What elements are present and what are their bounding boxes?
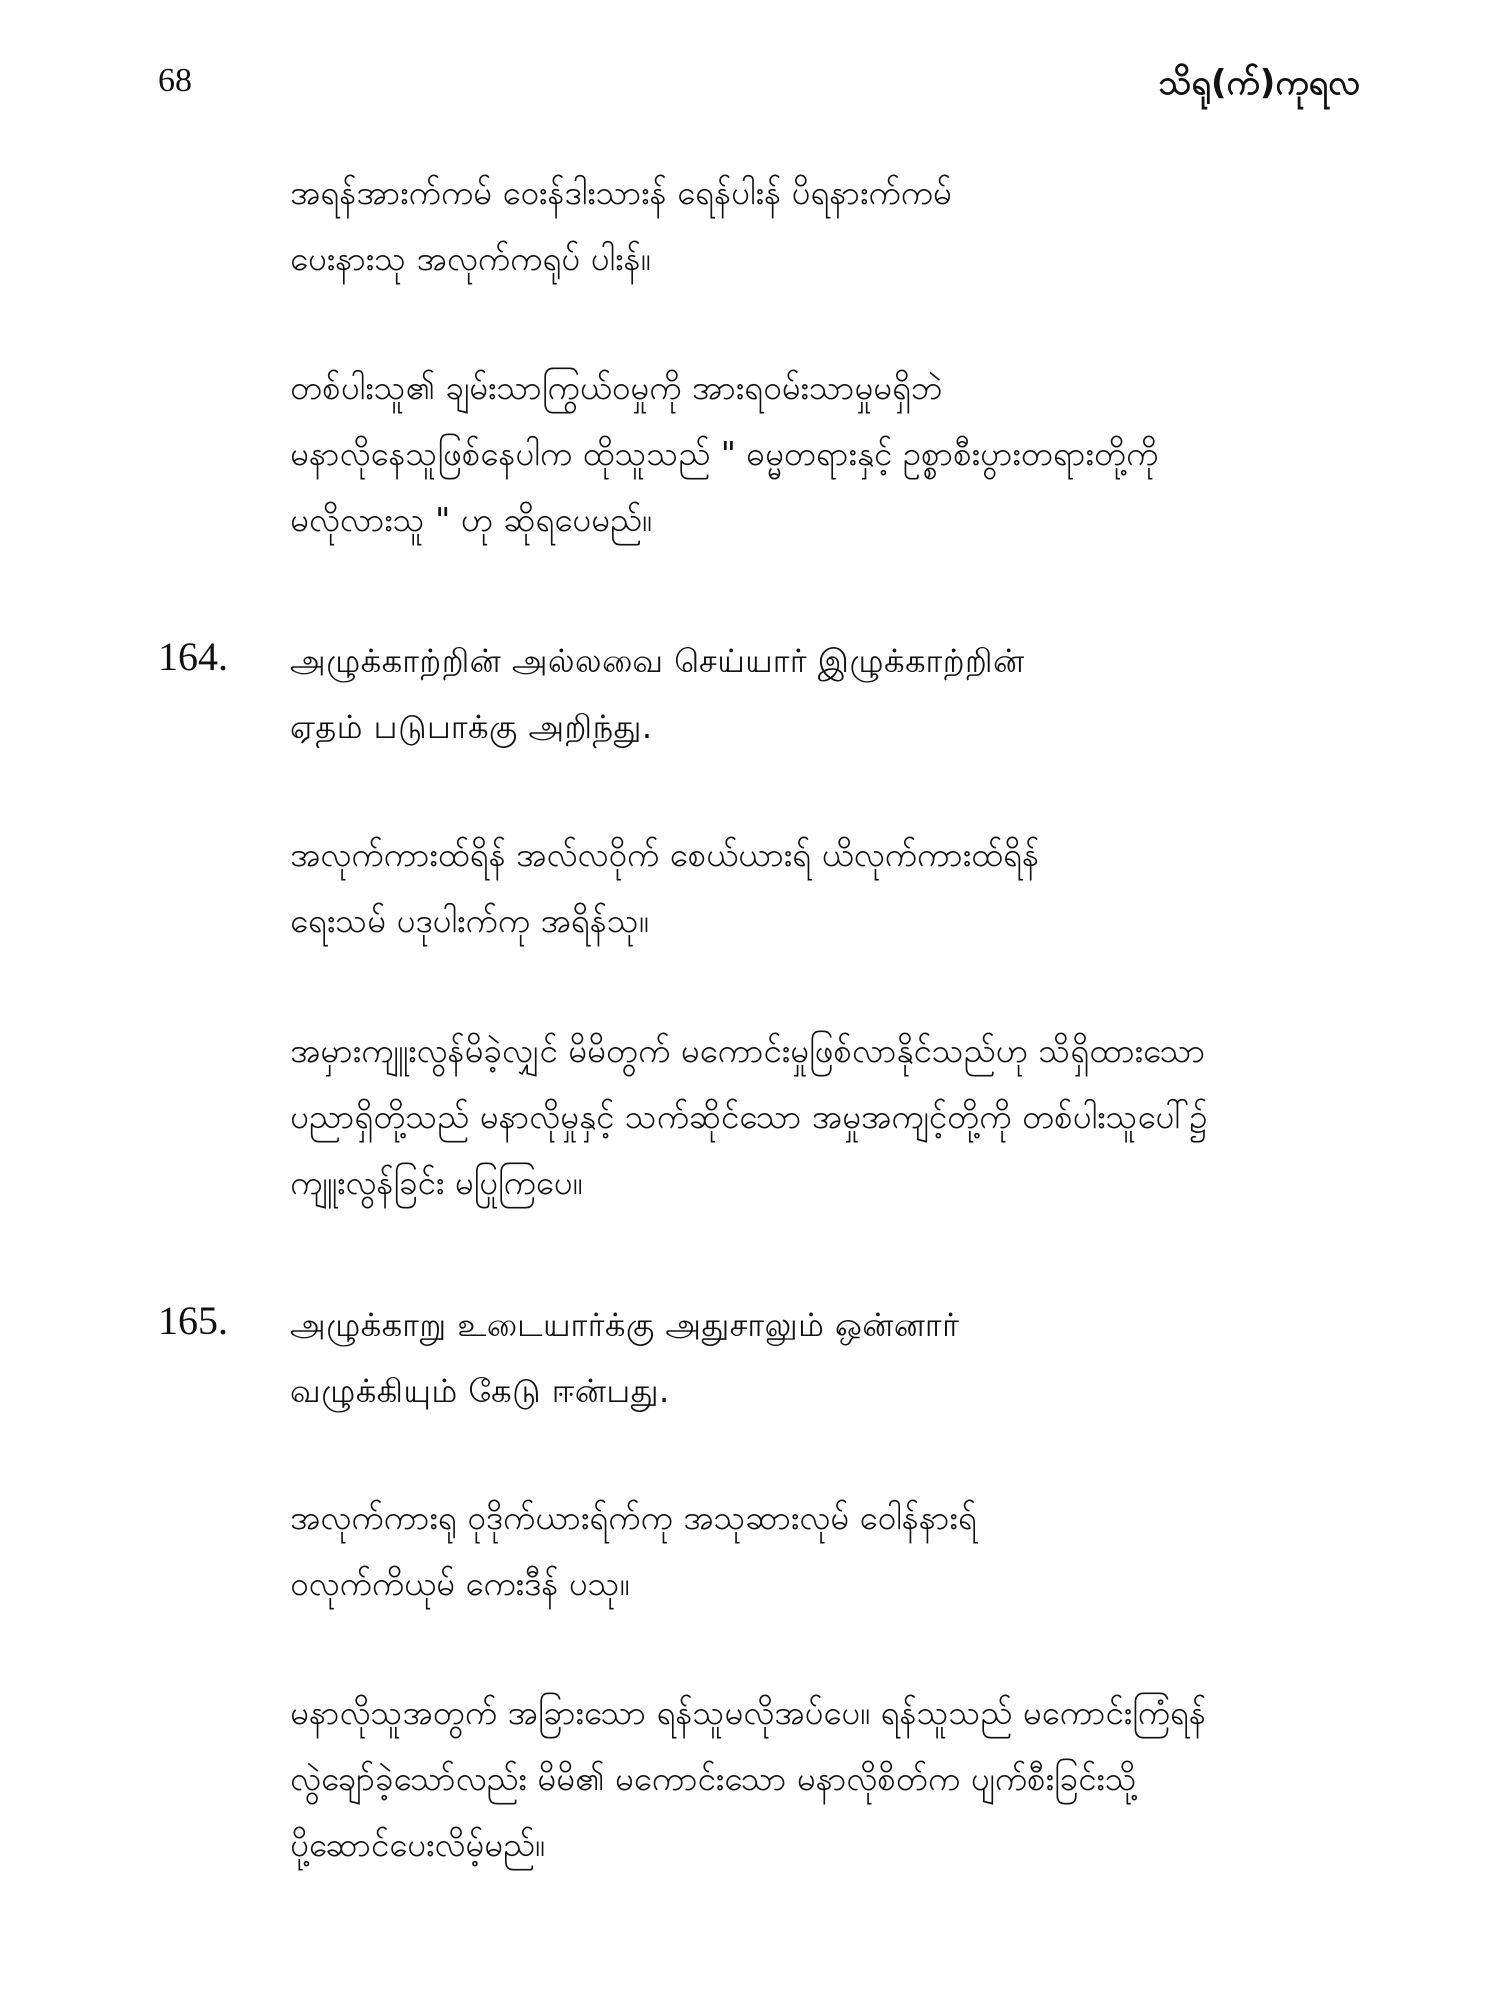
text-line: အလုက်ကားထ်ရိန် အလ်လဝိုက် စေယ်ယားရ် ယိလုက်ကားထ်ရိန် [290, 835, 1040, 874]
transliteration-block [290, 822, 1370, 954]
text-line: ပို့ဆောင်ပေးလိမ့်မည်။ [290, 1825, 545, 1864]
text-line: ရေးသမ် ပဒုပါးက်ကု အရိန်သု။ [290, 901, 649, 940]
running-title: သိရု(က်)ကုရလ [1158, 63, 1360, 103]
text-line: ဝလုက်ကိယုမ် ကေးဒီန် ပသု။ [290, 1564, 630, 1603]
text-line: ကျူးလွန်ခြင်း မပြုကြပေ။ [290, 1163, 583, 1202]
text-line: တစ်ပါးသူ၏ ချမ်းသာကြွယ်ဝမှုကို အားရဝမ်းသာမှုမရှိဘဲ [290, 368, 943, 407]
verse-number: 164. [158, 634, 228, 679]
text-line: அழுக்காற்றின் அல்லவை செய்யார் இழுக்காற்றின் [290, 642, 1025, 680]
transliteration-block [290, 1485, 1370, 1617]
verse-number: 165. [158, 1298, 228, 1343]
transliteration-block [290, 160, 1370, 292]
translation-block [290, 355, 1370, 553]
text-line: အရန်အားက်ကမ် ဝေးန်ဒါးသားန် ရေန်ပါးန် ပိရနားက်ကမ် [290, 173, 952, 212]
text-line: အမှားကျူးလွန်မိခဲ့လျှင် မိမိတွက် မကောင်းမှုဖြစ်လာနိုင်သည်ဟု သိရှိထားသော [290, 1031, 1206, 1070]
text-line: အလုက်ကားရု ဝုဒိုက်ယားရ်က်ကု အသုဆားလုမ် ဝေါန်နားရ် [290, 1498, 977, 1537]
text-line: வழுக்கியும் கேடு ஈன்பது. [290, 1372, 670, 1410]
translation-block [290, 1680, 1370, 1878]
text-line: ပေးနားသု အလုက်ကရုပ် ပါးန်။ [290, 239, 651, 278]
text-line: ஏதம் படுபாக்கு அறிந்து. [290, 708, 653, 746]
text-line: ပညာရှိတို့သည် မနာလိုမှုနှင့် သက်ဆိုင်သော အမှုအကျင့်တို့ကို တစ်ပါးသူပေါ်၌ [290, 1097, 1208, 1136]
text-line: မနာလိုသူအတွက် အခြားသော ရန်သူမလိုအပ်ပေ။ ရန်သူသည် မကောင်းကြံရန် [290, 1693, 1206, 1732]
text-line: မလိုလားသူ " ဟု ဆိုရပေမည်။ [290, 500, 652, 539]
text-line: அழுக்காறு உடையார்க்கு அதுசாலும் ஒன்னார் [290, 1306, 960, 1344]
tamil-verse [290, 1292, 1370, 1424]
text-line: လွဲချော်ခဲ့သော်လည်း မိမိ၏ မကောင်းသော မနာလိုစိတ်က ပျက်စီးခြင်းသို့ [290, 1759, 1137, 1798]
page-number: 68 [158, 62, 192, 99]
translation-block [290, 1018, 1370, 1216]
tamil-verse [290, 628, 1370, 760]
text-line: မနာလိုနေသူဖြစ်နေပါက ထိုသူသည် " ဓမ္မတရားနှင့် ဥစ္စာစီးပွားတရားတို့ကို [290, 434, 1159, 473]
